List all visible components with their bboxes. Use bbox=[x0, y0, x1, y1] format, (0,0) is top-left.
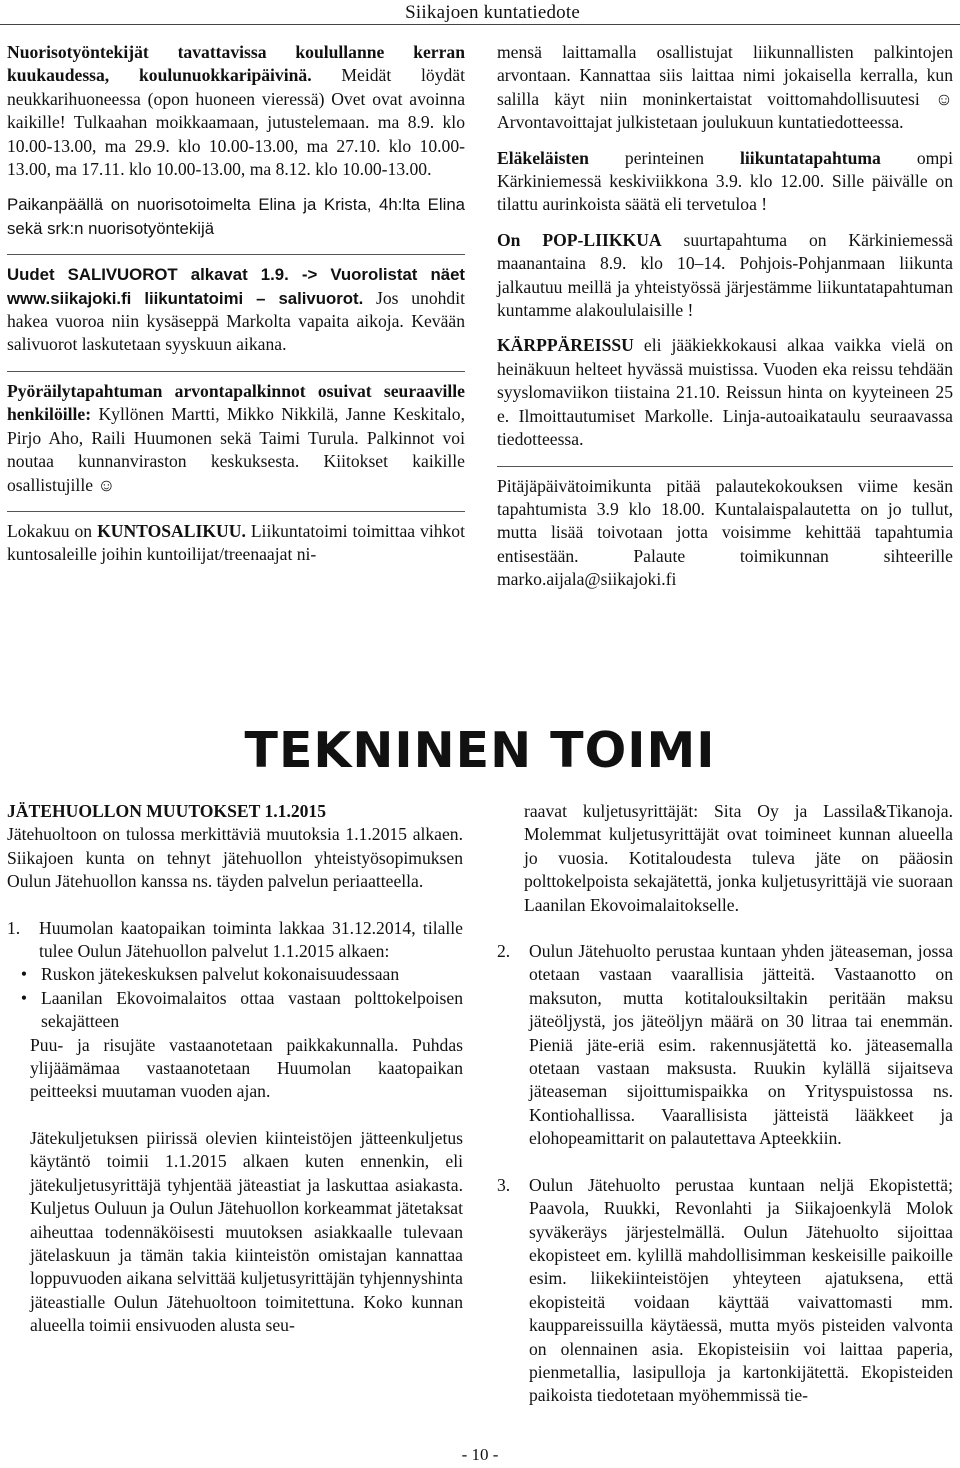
gym-schedule-notice bbox=[7, 263, 465, 357]
header-rule bbox=[0, 24, 960, 25]
waste-item-3: 3. Oulun Jätehuolto perustaa kuntaan neljä Ekopistettä; Paavola, Ruukki, Revonlahti ja Siikajoenkylä Molok syväkeräys järjestelmällä. Oulun Jätehuolto sijoittaa ekopisteet em. kylillä mahdollisimman keskeisille paikoille esim. liikekiinteistöjen yhteyteen ajatuksena, että ekopisteitä voidaan käyttää vaivattomasti mm. kauppareissuilla käytäessä, mutta myös pisteiden valvonta on olennainen asia. Ekopisteisiin voi laittaa paperia, pienmetallia, lasipulloja ja kartonkijätettä. Ekopisteiden paikoista tiedotetaan myöhemmissä tie- bbox=[497, 1174, 953, 1406]
gym-schedule-heading: Uudet SALIVUOROT alkavat 1.9. -> Vuorolistat näet www.siikajoki.fi liikuntatoimi – salivuorot. bbox=[7, 265, 465, 308]
page-header bbox=[0, 2, 960, 24]
divider bbox=[7, 254, 465, 255]
page-number: - 10 - bbox=[461, 1445, 499, 1464]
cycling-prize-heading: Pyöräilytapahtuman arvontapalkinnot osuivat seuraaville henkilöille: bbox=[7, 380, 465, 425]
cycling-prize-notice bbox=[7, 380, 465, 497]
gym-month-notice: Lokakuu on KUNTOSALIKUU. Liikuntatoimi toimittaa vihkot kuntosaleille joihin kuntoilijat/treenaajat ni- bbox=[7, 520, 465, 565]
waste-item-1-after: Puu- ja risujäte vastaanotetaan paikkakunnalla. Puhdas ylijäämämaa vastaanotetaan Huumolan kaatopaikan peitteeksi muutaman vuoden ajan. bbox=[30, 1034, 463, 1102]
gym-month-heading: KUNTOSALIKUU. bbox=[97, 520, 246, 541]
section-title: TEKNINEN TOIMI bbox=[244, 722, 716, 779]
youth-staff-note: Paikanpäällä on nuorisotoimelta Elina ja Krista, 4h:lta Elina sekä srk:n nuorisotyöntekijä bbox=[7, 195, 465, 238]
youth-worker-dates: ma 8.9. klo 10.00-13.00, ma 29.9. klo 10.00-13.00, ma 27.10. klo 10.00-13.00, ma 17.11. klo 10.00-13.00, ma 8.12. klo 10.00-13.00. bbox=[7, 112, 465, 180]
waste-intro: Jätehuoltoon on tulossa merkittäviä muutoksia 1.1.2015 alkaen. Siikajoen kunta on tehnyt jätehuollon yhteistyösopimuksen Oulun Jätehuollon kanssa ns. täyden palvelun periaatteella. bbox=[7, 824, 463, 892]
pensioners-event: Eläkeläisten perinteinen liikuntatapahtuma ompi Kärkiniemessä keskiviikkona 3.9. klo 12.00. Sille päivälle on tilattu aurinkoista säätä eli tervetuloa ! bbox=[497, 147, 953, 215]
left-top-column bbox=[7, 41, 465, 567]
gym-month-continued: mensä laittamalla osallistujat liikunnallisten palkintojen arvontaan. Kannattaa siis laittaa nimi jokaisella kerralla, kun salilla käyt niin moninkertaistat voittomahdollisuutesi ☺ Arvontavoittajat julkistetaan joulukuun kuntatiedotteessa. bbox=[497, 42, 953, 133]
youth-worker-notice bbox=[7, 41, 465, 181]
divider bbox=[7, 371, 465, 372]
youth-worker-text: Meidät löydät neukkarihuoneessa (opon huoneen vieressä) Ovet ovat avoinna kaikille! Tulkaahan moikkaamaan, jutustelemaan. bbox=[7, 65, 465, 133]
pop-liikkua-event: On POP-LIIKKUA suurtapahtuma on Kärkiniemessä maanantaina 8.9. klo 10–14. Pohjois-Pohjanmaan liikunta jalkautuu meillä ja yhteistyössä järjestämme liikuntatapahtuman kuntamme alakoululaisille ! bbox=[497, 229, 953, 321]
parish-day-feedback: Pitäjäpäivätoimikunta pitää palautekokouksen viime kesän tapahtumista 3.9 klo 18.00. Kuntalaispalautetta on jo tullut, mutta lisää toivotaan jotta voisimme kehittää tapahtumia entisestään. Palaute toimikunnan sihteerille marko.aijala@siikajoki.fi bbox=[497, 475, 953, 590]
karpat-trip: KÄRPPÄREISSU eli jääkiekkokausi alkaa vaikka vielä on heinäkuun helteet hyvässä muistissa. Vuoden eka reissu tehdään syyslomaviikon tiistaina 21.10. Reissun hinta on kyyteineen 25 e. Ilmoittautumiset Markolle. Linja-autoaikataulu seuraavassa tiedotteessa. bbox=[497, 335, 953, 450]
waste-collection-para: Jätekuljetuksen piirissä olevien kiinteistöjen jätteenkuljetus käytäntö toimii 1.1.2015 alkaen kuten ennenkin, eli jätekuljetusyrittäjä tyhjentää jäteastiat ja laskuttaa asiakasta. Kuljetus Ouluun ja Oulun Jätehuollon korkeammat jätetaksat aiheuttaa todennäköisesti muutoksen asiakkaalle tulevaan jätelaskuun ja tämän takia kiinteistön omistajan kannattaa loppuvuoden aikana selvittää kuljetusyrittäjän tyhjennyshinta jäteastialle Oulun Jätehuoltoon toimitettuna. Koko kunnan alueella toimii ensivuoden alusta seu- bbox=[30, 1127, 463, 1336]
waste-bullets bbox=[7, 963, 463, 1033]
list-item: • Laanilan Ekovoimalaitos ottaa vastaan polttokelpoisen sekajätteen bbox=[20, 987, 463, 1032]
waste-continued: raavat kuljetusyrittäjät: Sita Oy ja Lassila&Tikanoja. Molemmat kuljetusyrittäjät ovat toimineet kunnan alueella jo vuosia. Kotitaloudesta tuleva jäte on pääosin polttokelpoista sekajätettä, jonka kuljetusyrittäjä vie suoraan Laanilan Ekovoimalaitokselle. bbox=[524, 801, 953, 915]
waste-item-1: 1. Huumolan kaatopaikan toiminta lakkaa 31.12.2014, tilalle tulee Oulun Jätehuollon palvelut 1.1.2015 alkaen: bbox=[7, 917, 463, 962]
right-top-column bbox=[497, 41, 953, 592]
header-title: Siikajoen kuntatiedote bbox=[405, 2, 580, 23]
divider bbox=[497, 466, 953, 467]
divider bbox=[7, 511, 465, 512]
gym-schedule-text: Jos unohdit hakea vuoroa niin kysäseppä Markolta vapaita aikoja. Kevään salivuorot laskutetaan syyskuun aikana. bbox=[7, 287, 465, 355]
waste-item-2: 2. Oulun Jätehuolto perustaa kuntaan yhden jäteaseman, jossa otetaan vastaan vaarallisia jätteitä. Vastaanotto on maksuton, mutta kotitalouksiltakin peritään maksu jäteöljystä, jos jäteöljyn määrä on 30 litraa tai enemmän. Pieniä jäte-eriä esim. rakennusjätettä ko. jäteasemalla otetaan vastaan maksusta. Ruukin kylällä sijaitseva jäteaseman sijoittumispaikka on Yrityspuistossa ns. Kontiohallissa. Vaarallisista jätteistä lääkkeet ja elohopeamittarit on palautettava Apteekkiin. bbox=[497, 941, 953, 1149]
cycling-prize-winners: Kyllönen Martti, Mikko Nikkilä, Janne Keskitalo, Pirjo Aho, Raili Huumonen sekä Taimi Turula. Palkinnot voi noutaa kunnanviraston keskuksesta. Kiitokset kaikille osallistujille ☺ bbox=[7, 404, 466, 495]
right-bottom-column bbox=[497, 800, 953, 1408]
waste-heading: JÄTEHUOLLON MUUTOKSET 1.1.2015 bbox=[7, 801, 327, 821]
list-item: • Ruskon jätekeskuksen palvelut kokonaisuudessaan bbox=[20, 964, 400, 985]
youth-worker-heading: Nuorisotyöntekijät tavattavissa koulullanne kerran kuukaudessa, koulunuokkaripäivinä. bbox=[7, 42, 465, 86]
left-bottom-column bbox=[7, 800, 463, 1338]
